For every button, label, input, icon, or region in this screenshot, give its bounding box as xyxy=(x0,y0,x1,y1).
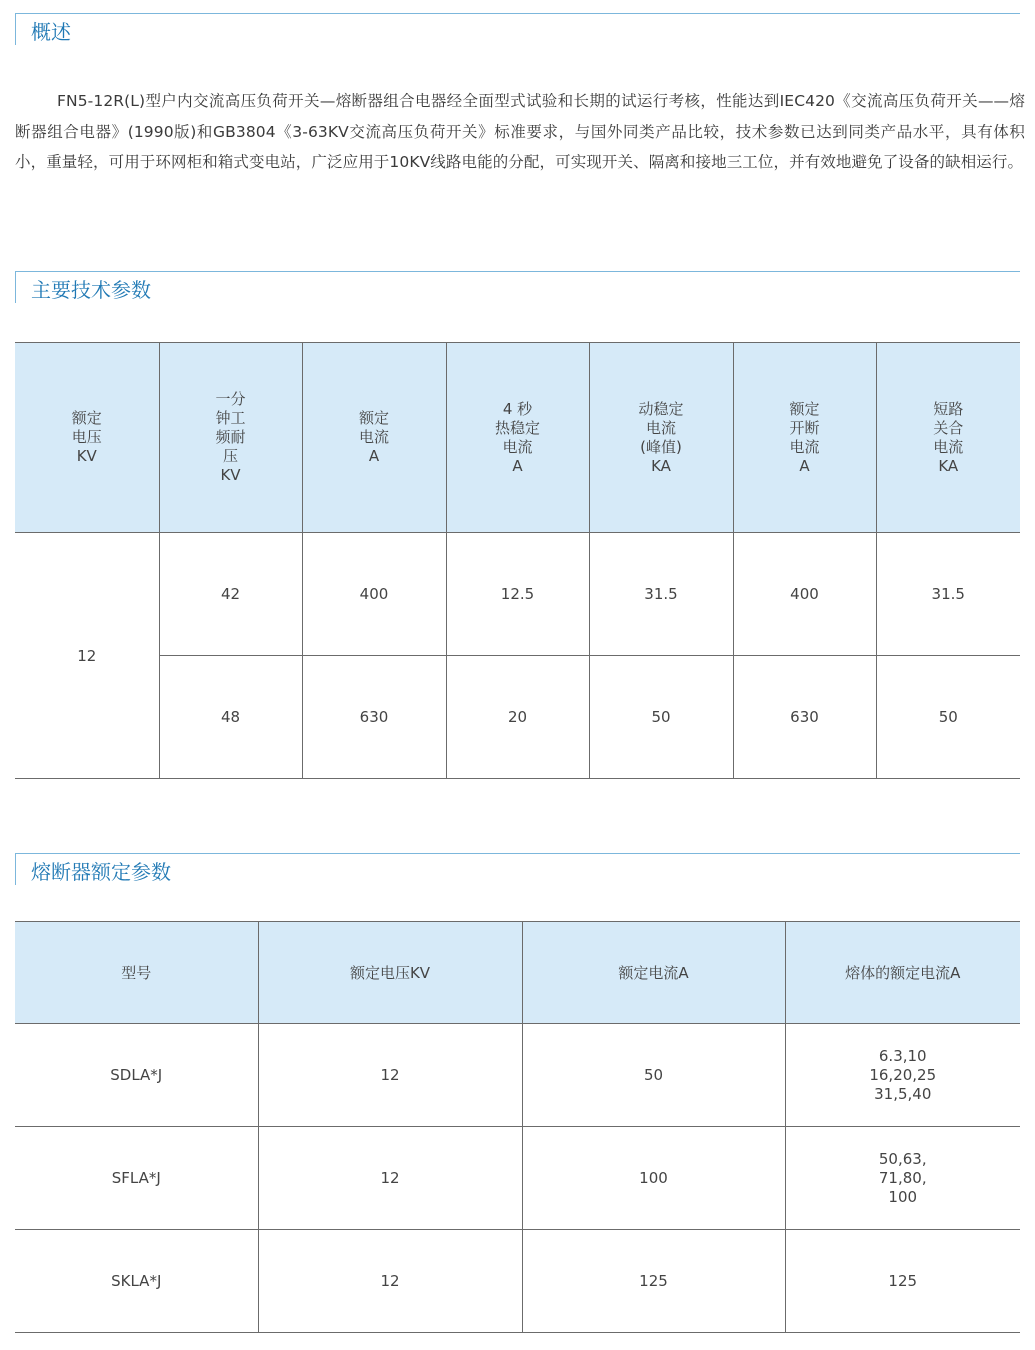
header-cell: 熔体的额定电流A xyxy=(785,922,1020,1024)
section-header-overview xyxy=(15,13,1020,45)
section-marker xyxy=(15,13,16,45)
table-cell: 20 xyxy=(446,656,589,779)
table-cell: 12 xyxy=(258,1127,522,1230)
header-cell: 额定电压KV xyxy=(258,922,522,1024)
table-cell: 48 xyxy=(159,656,302,779)
table-cell: 400 xyxy=(733,533,876,656)
table-row xyxy=(15,1127,1020,1230)
table-row xyxy=(15,533,1020,656)
table-cell: 125 xyxy=(785,1230,1020,1333)
overview-paragraph: FN5-12R(L)型户内交流高压负荷开关—熔断器组合电器经全面型式试验和长期的试运行考核，性能达到IEC420《交流高压负荷开关——熔断器组合电器》(1990版)和GB3804《3-63KV交流高压负荷开关》标准要求，与国外同类产品比较，技术参数已达到同类产品水平，具有体积小，重量轻，可用于环网柜和箱式变电站，广泛应用于10KV线路电能的分配，可实现开关、隔离和接地三工位，并有效地避免了设备的缺相运行。 xyxy=(15,92,1025,171)
table-cell: 31.5 xyxy=(589,533,733,656)
table-cell: 6.3,10 16,20,25 31,5,40 xyxy=(785,1024,1020,1127)
section-title: 熔断器额定参数 xyxy=(31,860,171,884)
table-cell: 50 xyxy=(589,656,733,779)
table-header-row xyxy=(15,343,1020,533)
header-cell: 型号 xyxy=(15,922,258,1024)
table-cell: 12.5 xyxy=(446,533,589,656)
table-cell: 12 xyxy=(258,1024,522,1127)
table-cell: 42 xyxy=(159,533,302,656)
header-cell: 4 秒 热稳定 电流 A xyxy=(446,343,589,533)
section-header-main-params xyxy=(15,271,1020,303)
table-cell: SKLA*J xyxy=(15,1230,258,1333)
header-cell: 短路 关合 电流 KA xyxy=(876,343,1020,533)
table-cell: 50 xyxy=(522,1024,785,1127)
table-cell: 630 xyxy=(302,656,446,779)
section-divider xyxy=(15,13,1020,14)
section-marker xyxy=(15,271,16,303)
table-cell: 50,63, 71,80, 100 xyxy=(785,1127,1020,1230)
section-title: 概述 xyxy=(31,20,71,44)
section-title: 主要技术参数 xyxy=(31,278,151,302)
table-cell: 50 xyxy=(876,656,1020,779)
section-divider xyxy=(15,271,1020,272)
table-row xyxy=(15,1230,1020,1333)
overview-text xyxy=(15,86,1025,178)
header-cell: 额定 电压 KV xyxy=(15,343,159,533)
section-divider xyxy=(15,853,1020,854)
main-params-table xyxy=(15,342,1020,779)
table-cell: SDLA*J xyxy=(15,1024,258,1127)
table-cell: 31.5 xyxy=(876,533,1020,656)
header-cell: 额定电流A xyxy=(522,922,785,1024)
table-cell: 100 xyxy=(522,1127,785,1230)
table-header-row xyxy=(15,922,1020,1024)
table-cell: 12 xyxy=(258,1230,522,1333)
section-marker xyxy=(15,853,16,885)
header-cell: 一分 钟工 频耐 压 KV xyxy=(159,343,302,533)
section-header-fuse-params xyxy=(15,853,1020,885)
header-cell: 额定 电流 A xyxy=(302,343,446,533)
header-cell: 动稳定 电流 (峰值) KA xyxy=(589,343,733,533)
fuse-params-table xyxy=(15,921,1020,1333)
table-cell: 630 xyxy=(733,656,876,779)
voltage-cell: 12 xyxy=(15,533,159,779)
table-cell: 400 xyxy=(302,533,446,656)
table-cell: SFLA*J xyxy=(15,1127,258,1230)
header-cell: 额定 开断 电流 A xyxy=(733,343,876,533)
table-row xyxy=(15,1024,1020,1127)
table-cell: 125 xyxy=(522,1230,785,1333)
table-row xyxy=(15,656,1020,779)
